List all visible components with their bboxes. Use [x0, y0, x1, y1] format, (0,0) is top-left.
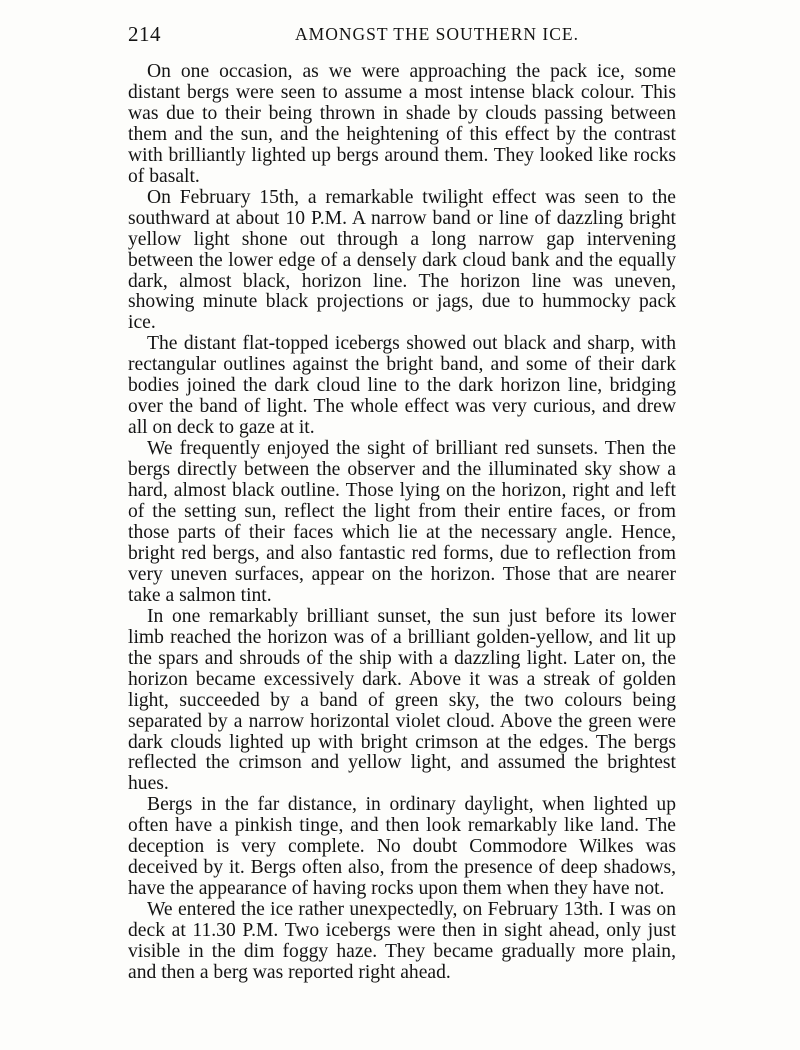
paragraph-entering-ice: We entered the ice rather unexpectedly, on February 13th. I was on deck at 11.30 P.M. Two icebergs were then in sight ahead, only just visible in the dim foggy haze. They became gradually more plain, and then a berg was reported right ahead.: [128, 899, 676, 983]
paragraph-pinkish-bergs: Bergs in the far distance, in ordinary daylight, when lighted up often have a pinkish tinge, and then look remarkably like land. The deception is very complete. No doubt Commodore Wilkes was deceived by it. Bergs often also, from the presence of deep shadows, have the appearance of having rocks upon them when they have not.: [128, 794, 676, 900]
paragraph-red-sunsets: We frequently enjoyed the sight of brilliant red sunsets. Then the bergs directly between the observer and the illuminated sky show a hard, almost black outline. Those lying on the horizon, right and left of the setting sun, reflect the light from their entire faces, or from those parts of their faces which lie at the necessary angle. Hence, bright red bergs, and also fantastic red forms, due to reflection from very uneven surfaces, appear on the horizon. Those that are nearer take a salmon tint.: [128, 438, 676, 606]
running-head: [128, 22, 676, 46]
page-number: 214: [128, 22, 161, 46]
body-text: [128, 62, 676, 984]
paragraph-twilight-effect: On February 15th, a remarkable twilight effect was seen to the southward at about 10 P.M. A narrow band or line of dazzling bright yellow light shone out through a long narrow gap intervening between the lower edge of a densely dark cloud bank and the equally dark, almost black, horizon line. The horizon line was uneven, showing minute black projections or jags, due to hummocky pack ice.: [128, 186, 676, 334]
paragraph-flat-topped-icebergs: The distant flat-topped icebergs showed out black and sharp, with rectangular outlines against the bright band, and some of their dark bodies joined the dark cloud line to the dark horizon line, bridging over the band of light. The whole effect was very curious, and drew all on deck to gaze at it.: [128, 333, 676, 439]
paragraph-black-bergs: On one occasion, as we were approaching the pack ice, some distant bergs were seen to assume a most intense black colour. This was due to their being thrown in shade by clouds passing between them and the sun, and the heightening of this effect by the contrast with brilliantly lighted up bergs around them. They looked like rocks of basalt.: [128, 61, 676, 187]
running-title: AMONGST THE SOUTHERN ICE.: [295, 24, 579, 44]
paragraph-brilliant-sunset: In one remarkably brilliant sunset, the sun just before its lower limb reached the horizon was of a brilliant golden-yellow, and lit up the spars and shrouds of the ship with a dazzling light. Later on, the horizon became excessively dark. Above it was a streak of golden light, succeeded by a band of green sky, the two colours being separated by a narrow horizontal violet cloud. Above the green were dark clouds lighted up with bright crimson at the edges. The bergs reflected the crimson and yellow light, and assumed the brightest hues.: [128, 605, 676, 795]
